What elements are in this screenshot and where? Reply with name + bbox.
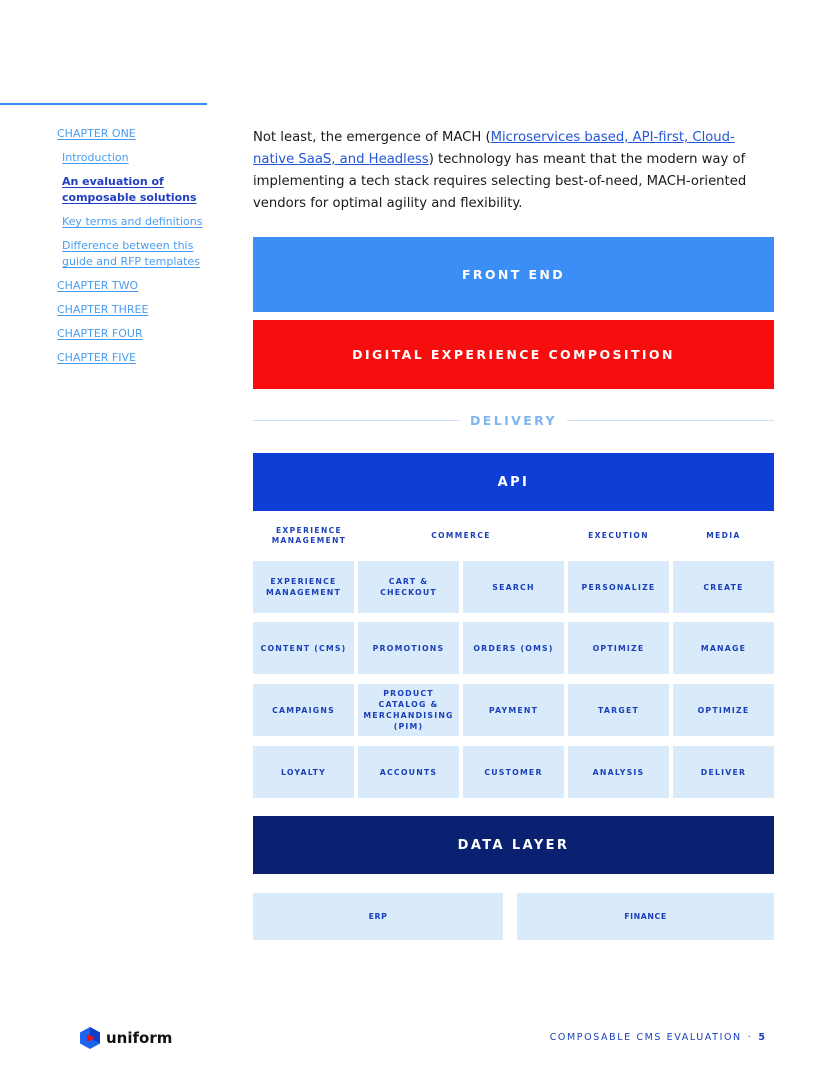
cell-cart-checkout: CART & CHECKOUT bbox=[358, 561, 459, 613]
cell-optimize-media: OPTIMIZE bbox=[673, 684, 774, 736]
delivery-divider bbox=[253, 410, 774, 430]
cell-payment: PAYMENT bbox=[463, 684, 564, 736]
cell-orders-oms: ORDERS (OMS) bbox=[463, 622, 564, 674]
column-header-execution: EXECUTION bbox=[588, 531, 649, 540]
uniform-logo bbox=[80, 1027, 172, 1049]
cell-deliver: DELIVER bbox=[673, 746, 774, 798]
delivery-label: DELIVERY bbox=[470, 412, 557, 428]
cell-target: TARGET bbox=[568, 684, 669, 736]
cell-experience-management: EXPERIENCE MANAGEMENT bbox=[253, 561, 354, 613]
logo-wordmark: uniform bbox=[106, 1029, 173, 1047]
cell-product-catalog: PRODUCT CATALOG & MERCHANDISING (PIM) bbox=[358, 684, 459, 736]
mach-link[interactable]: Microservices based, API-first, Cloud-native SaaS, and Headless bbox=[253, 130, 735, 167]
intro-text-after: ) technology has meant that the modern way of implementing a tech stack requires selecting best-of-need, MACH-oriented vendors for optimal agility and flexibility. bbox=[253, 152, 747, 211]
page-number: 5 bbox=[758, 1032, 765, 1043]
column-header-media: MEDIA bbox=[706, 531, 741, 540]
cell-create: CREATE bbox=[673, 561, 774, 613]
toc-evaluation[interactable]: An evaluation of composable solutions bbox=[62, 175, 197, 204]
cell-loyalty: LOYALTY bbox=[253, 746, 354, 798]
top-rule bbox=[0, 103, 207, 105]
delivery-line-right bbox=[567, 420, 774, 421]
toc-chapter-five[interactable]: CHAPTER FIVE bbox=[57, 351, 136, 364]
cell-finance: FINANCE bbox=[517, 893, 774, 940]
cell-campaigns: CAMPAIGNS bbox=[253, 684, 354, 736]
cell-manage: MANAGE bbox=[673, 622, 774, 674]
intro-paragraph bbox=[253, 127, 773, 215]
column-header-commerce: COMMERCE bbox=[431, 531, 491, 540]
toc-chapter-four[interactable]: CHAPTER FOUR bbox=[57, 327, 143, 340]
table-of-contents bbox=[57, 126, 217, 374]
cell-optimize-execution: OPTIMIZE bbox=[568, 622, 669, 674]
footer-separator: · bbox=[747, 1032, 753, 1043]
cell-customer: CUSTOMER bbox=[463, 746, 564, 798]
data-layer-block: DATA LAYER bbox=[253, 816, 774, 874]
cell-content-cms: CONTENT (CMS) bbox=[253, 622, 354, 674]
cell-analysis: ANALYSIS bbox=[568, 746, 669, 798]
toc-rfp-difference[interactable]: Difference between this guide and RFP templates bbox=[62, 239, 200, 268]
toc-key-terms[interactable]: Key terms and definitions bbox=[62, 215, 203, 228]
cell-search: SEARCH bbox=[463, 561, 564, 613]
cell-personalize: PERSONALIZE bbox=[568, 561, 669, 613]
toc-chapter-two[interactable]: CHAPTER TWO bbox=[57, 279, 139, 292]
intro-text-before: Not least, the emergence of MACH ( bbox=[253, 130, 491, 145]
cell-erp: ERP bbox=[253, 893, 503, 940]
dxc-block: DIGITAL EXPERIENCE COMPOSITION bbox=[253, 320, 774, 389]
cell-promotions: PROMOTIONS bbox=[358, 622, 459, 674]
toc-chapter-one[interactable]: CHAPTER ONE bbox=[57, 127, 136, 140]
uniform-logo-icon bbox=[80, 1027, 100, 1049]
cell-accounts: ACCOUNTS bbox=[358, 746, 459, 798]
delivery-line-left bbox=[253, 420, 460, 421]
footer bbox=[550, 1032, 765, 1043]
toc-introduction[interactable]: Introduction bbox=[62, 151, 129, 164]
toc-chapter-three[interactable]: CHAPTER THREE bbox=[57, 303, 149, 316]
api-block: API bbox=[253, 453, 774, 511]
footer-title: COMPOSABLE CMS EVALUATION bbox=[549, 1032, 742, 1043]
column-header-experience: EXPERIENCE MANAGEMENT bbox=[271, 526, 347, 545]
front-end-block: FRONT END bbox=[253, 237, 774, 312]
